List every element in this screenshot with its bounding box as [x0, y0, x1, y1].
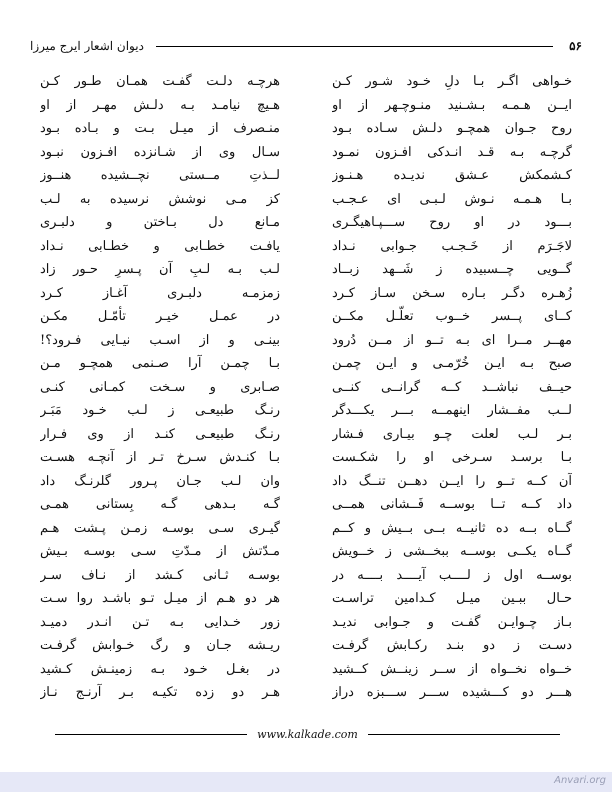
verse-line: بـاز چـوایـن گفـت و جـوابی ندیـد — [332, 614, 572, 630]
verse-line: روح جـوان همچـو دلـش سـاده بـود — [332, 121, 572, 136]
verse-line: هـر دو زده تکیـه بـر آرنـج نـاز — [40, 685, 280, 700]
watermark-text: Anvari.org — [554, 775, 606, 786]
verse-line: وان لـب جـان پـرور گلرنـگ داد — [40, 473, 280, 489]
verse-line: ریـشه جـان و رگ خـوابش گرفـت — [40, 638, 280, 653]
page-footer — [55, 726, 560, 742]
verse-line: دسـت ز دو بنـد رکـابش گرفـت — [332, 638, 572, 653]
verse-line: یافـت خطـابی و خطـابی نـداد — [40, 238, 280, 254]
verse-line: بـا کنـدش سـرخ تـر از آنچـه هسـت — [40, 450, 280, 465]
verse-line: زمزمـه دلبـری آغـاز کـرد — [40, 285, 280, 301]
book-title: دیوان اشعار ایرج میرزا — [30, 39, 144, 53]
verse-line: بـا هـمـه نـوش لـبـی ای عـجـب — [332, 191, 572, 207]
verse-line: گرچـه بـه قـد انـدکی افـزون نمـود — [332, 144, 572, 160]
verse-line: خــواه نخــواه از ســر زینــش کــشید — [332, 661, 572, 677]
verse-line: گیـری سـی بوسـه زمـن پـشت هـم — [40, 520, 280, 536]
verse-line: بـا برسـد سـرخی او را شکـست — [332, 450, 572, 465]
verse-line: بوســه اول ز لــــب آیــــد بــــه در — [332, 567, 572, 583]
verse-line: لــب مفــشار اینهمــه بـــر یکـــدگر — [332, 403, 572, 418]
verse-line: صبح بـه ایـن خُرّمـی و ایـن چمـن — [332, 356, 572, 371]
footer-rule-right — [368, 734, 560, 735]
poem-column-left — [40, 70, 280, 700]
verse-line: داد کــه تــا بوســه فَــشانی همــی — [332, 497, 572, 512]
verse-line: رنـگ طبیعـی کنـد از وی فـرار — [40, 426, 280, 442]
verse-line: بـــود در او روح ســـپـاهیگـری — [332, 215, 572, 230]
verse-line: هـیچ نیامـد بـه دلـش مهـر از او — [40, 97, 280, 113]
verse-line: بوسـه ثـانی کـشد از نـاف سـر — [40, 567, 280, 583]
page-header — [30, 36, 582, 56]
verse-line: گــویی چــسبیده ز شَــهد زبــاد — [332, 262, 572, 277]
verse-line: منـصرف از میـل بـت و بـاده بـود — [40, 121, 280, 136]
verse-line: بـا چمـن آرا صـنمی همچـو مـن — [40, 356, 280, 371]
verse-line: رنـگ طبیعـی ز لـب خـود مَبَـر — [40, 403, 280, 418]
verse-line: بینـی و از اسـب نیـایی فـرود؟! — [40, 332, 280, 348]
verse-line: زور خـدایی بـه تـن انـدر دمیـد — [40, 614, 280, 630]
site-url: www.kalkade.com — [257, 727, 358, 741]
verse-line: لــذتِ مــستی نچــشیده هنــوز — [40, 168, 280, 183]
verse-line: حیــف نباشــد کــه گرانــی کنــی — [332, 379, 572, 395]
verse-line: کـشمکش عـشق ندیـده هـنـوز — [332, 168, 572, 183]
verse-line: گــاه یکــی بوســه ببخــشی ز خــویش — [332, 544, 572, 559]
verse-line: خـواهی اگـر بـا دلِ خـود شـور کـن — [332, 74, 572, 89]
verse-line: گــاه بــه ده ثانیــه بــی بــیش و کــم — [332, 520, 572, 536]
verse-line: لـب بـه لـبِ آن پـسرِ حـور زاد — [40, 262, 280, 277]
verse-line: مهــر مــرا ای بـه تــو از مــن دُرود — [332, 332, 572, 348]
verse-line: آن کــه تــو را ایــن دهــن تنــگ داد — [332, 473, 572, 489]
verse-line: مـدّتش از مـدّتِ سـی بوسـه بـیش — [40, 544, 280, 559]
page-number: ۵۶ — [569, 39, 582, 53]
verse-line: ایــن هـمـه بـشـنید منـوچـهر از او — [332, 97, 572, 113]
poem-column-right — [332, 70, 572, 700]
verse-line: مـانع دل بـاختن و دلبـری — [40, 215, 280, 230]
footer-rule-left — [55, 734, 247, 735]
verse-line: لاجَـرَم از خَـجـب جـوابی نـداد — [332, 238, 572, 254]
watermark-band — [0, 772, 612, 792]
verse-line: حـال ببـین میـل کـدامین تراسـت — [332, 591, 572, 606]
header-rule — [156, 46, 553, 47]
verse-line: کــای پــسر خــوب تعلّـل مکــن — [332, 309, 572, 324]
verse-line: در عمـل خیـر تأمّـل مکـن — [40, 309, 280, 324]
verse-line: کز مـی نوشش نرسیده به لـب — [40, 191, 280, 207]
verse-line: بـر لـب لعلت چـو بیـاری فـشار — [332, 426, 572, 442]
poem-columns — [40, 70, 572, 700]
verse-line: هر دو هـم از میـل تـو باشـد روا سـت — [40, 591, 280, 606]
verse-line: هرچـه دلـت گفـت همـان طـور کـن — [40, 74, 280, 89]
verse-line: سـال وی از شـانزده افـزون نبـود — [40, 144, 280, 160]
verse-line: زُهـره دگـر بـاره سـخن سـاز کـرد — [332, 285, 572, 301]
verse-line: گـه بـدهی گـه بِستانی همـی — [40, 497, 280, 512]
verse-line: در بغـل خـود بـه زمینـش کـشید — [40, 661, 280, 677]
verse-line: صـابری و سـخت کمـانی کنـی — [40, 379, 280, 395]
verse-line: هـــر دو کـــشیده ســـر ســـبزه دراز — [332, 685, 572, 700]
